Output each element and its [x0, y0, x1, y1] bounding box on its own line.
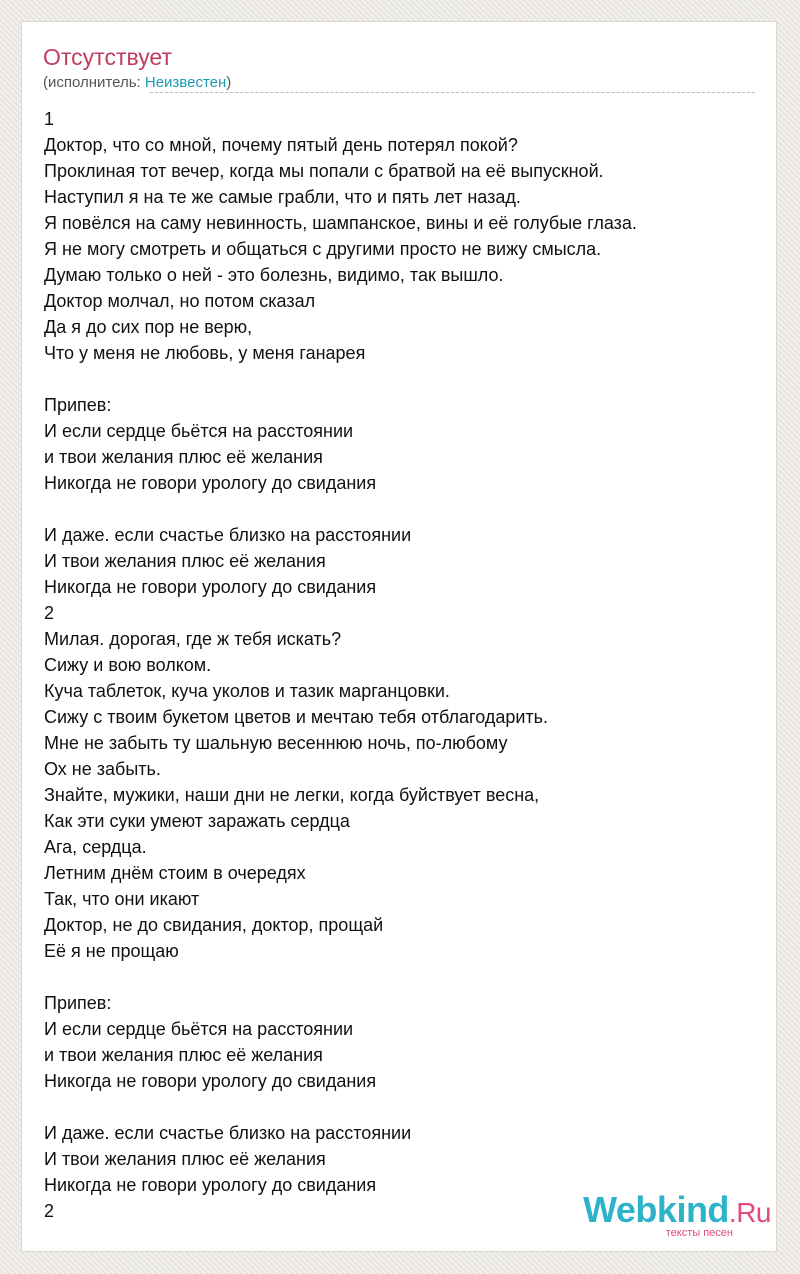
lyric-line: Никогда не говори урологу до свидания: [44, 1071, 377, 1091]
lyric-line: и твои желания плюс её желания: [44, 1045, 323, 1065]
site-logo[interactable]: [583, 1189, 771, 1239]
lyric-line: Наступил я на те же самые грабли, что и пять лет назад.: [44, 187, 521, 207]
lyric-line: И твои желания плюс её желания: [44, 551, 326, 571]
lyric-line: и твои желания плюс её желания: [44, 447, 323, 467]
lyrics-card: [21, 21, 777, 1252]
artist-line: [43, 74, 231, 92]
lyric-line: Сижу и вою волком.: [44, 655, 212, 675]
lyric-line: Да я до сих пор не верю,: [44, 317, 253, 337]
artist-prefix: (исполнитель:: [43, 74, 145, 91]
lyric-line: 2: [44, 1201, 55, 1221]
lyric-line: Никогда не говори урологу до свидания: [44, 577, 377, 597]
lyric-line: Что у меня не любовь, у меня ганарея: [44, 343, 366, 363]
artist-suffix: ): [226, 74, 232, 91]
lyric-line: Как эти суки умеют заражать сердца: [44, 811, 350, 831]
song-title: Отсутствует: [43, 44, 172, 70]
lyric-line: И если сердце бьётся на расстоянии: [44, 1019, 354, 1039]
lyrics-text: [44, 106, 754, 1224]
lyric-line: И даже. если счастье близко на расстоянии: [44, 1123, 412, 1143]
lyric-line: Я повёлся на саму невинность, шампанское, вины и её голубые глаза.: [44, 213, 637, 233]
lyric-line: Мне не забыть ту шальную весеннюю ночь, по-любому: [44, 733, 508, 753]
lyric-line: Доктор, что со мной, почему пятый день потерял покой?: [44, 135, 518, 155]
lyric-line: Доктор молчал, но потом сказал: [44, 291, 316, 311]
divider: [150, 92, 755, 93]
lyric-line: [44, 496, 754, 522]
lyric-line: [44, 1094, 754, 1120]
lyric-line: Никогда не говори урологу до свидания: [44, 1175, 377, 1195]
artist-link[interactable]: Неизвестен: [144, 74, 227, 91]
lyric-line: Припев:: [44, 395, 112, 415]
lyric-line: И твои желания плюс её желания: [44, 1149, 326, 1169]
lyric-line: 1: [44, 109, 55, 129]
lyric-line: Знайте, мужики, наши дни не легки, когда буйствует весна,: [44, 785, 540, 805]
lyric-line: И если сердце бьётся на расстоянии: [44, 421, 354, 441]
lyric-line: Доктор, не до свидания, доктор, прощай: [44, 915, 384, 935]
lyric-line: Милая. дорогая, где ж тебя искать?: [44, 629, 342, 649]
lyric-line: 2: [44, 603, 55, 623]
lyric-line: Её я не прощаю: [44, 941, 179, 961]
lyric-line: [44, 366, 754, 392]
lyric-line: Думаю только о ней - это болезнь, видимо, так вышло.: [44, 265, 504, 285]
logo-tld: .Ru: [728, 1197, 771, 1228]
lyric-line: Ох не забыть.: [44, 759, 161, 779]
logo-tagline: тексты песен: [665, 1227, 733, 1239]
lyric-line: Никогда не говори урологу до свидания: [44, 473, 377, 493]
lyric-line: Припев:: [44, 993, 112, 1013]
lyric-line: [44, 964, 754, 990]
lyric-line: Куча таблеток, куча уколов и тазик марганцовки.: [44, 681, 450, 701]
lyric-line: Летним днём стоим в очередях: [44, 863, 306, 883]
logo-name: Webkind: [583, 1189, 729, 1230]
lyric-line: И даже. если счастье близко на расстоянии: [44, 525, 412, 545]
lyric-line: Так, что они икают: [44, 889, 200, 909]
lyric-line: Сижу с твоим букетом цветов и мечтаю тебя отблагодарить.: [44, 707, 549, 727]
lyric-line: Я не могу смотреть и общаться с другими просто не вижу смысла.: [44, 239, 602, 259]
lyric-line: Ага, сердца.: [44, 837, 147, 857]
lyric-line: Проклиная тот вечер, когда мы попали с братвой на её выпускной.: [44, 161, 604, 181]
